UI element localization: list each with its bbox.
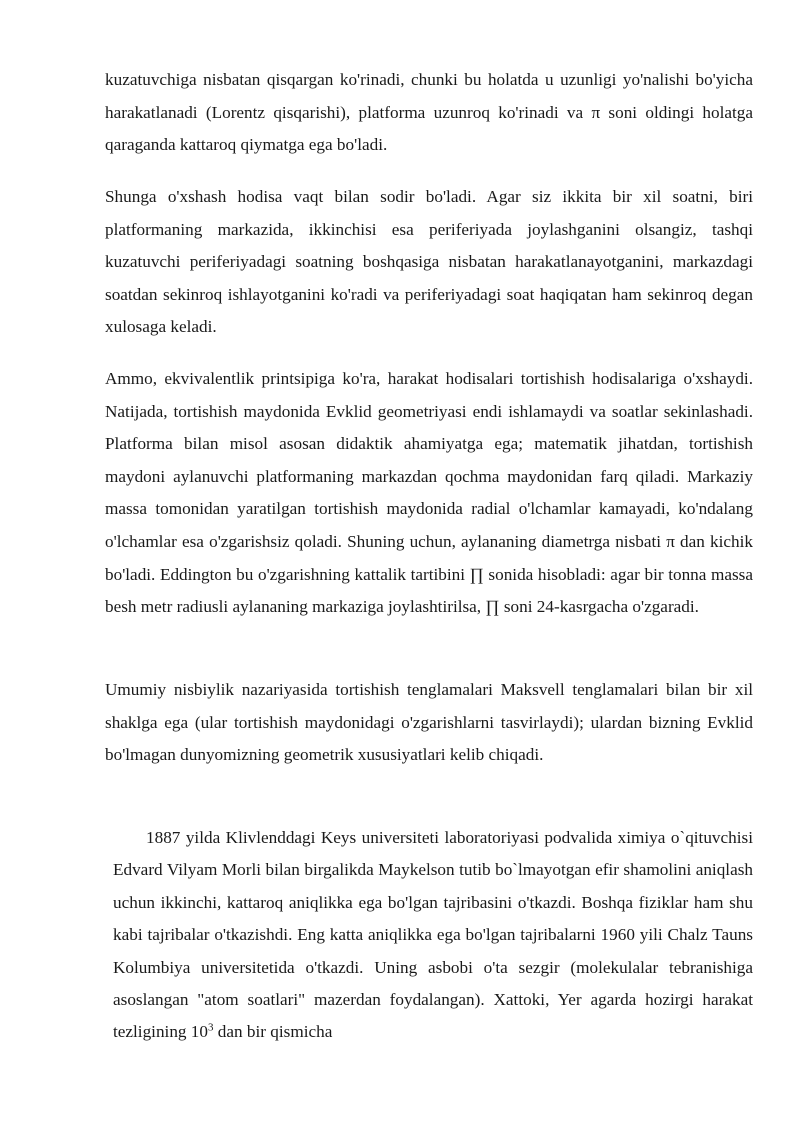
paragraph-michelson-morley — [113, 822, 753, 1049]
paragraph-equivalence-principle: Ammo, ekvivalentlik printsipiga ko'ra, harakat hodisalari tortishish hodisalariga o'xshaydi. Natijada, tortishish maydonida Evklid geometriyasi endi ishlamaydi va soatlar sekinlashadi. Platforma bilan misol asosan didaktik ahamiyatga ega; matematik jihatdan, tortishish maydoni aylanuvchi platformaning markazdan qochma maydonidan farq qiladi. Markaziy massa tomonidan yaratilgan tortishish maydonida radial o'lchamlar kamayadi, ko'ndalang o'lchamlar esa o'zgarishsiz qoladi. Shuning uchun, aylananing diametrga nisbati π dan kichik bo'ladi. Eddington bu o'zgarishning kattalik tartibini ∏ sonida hisobladi: agar bir tonna massa besh metr radiusli aylananing markaziga joylashtirilsa, ∏ soni 24-kasrgacha o'zgaradi. — [105, 369, 753, 617]
paragraph-lorentz-contraction: kuzatuvchiga nisbatan qisqargan ko'rinadi, chunki bu holatda u uzunligi yo'nalishi bo'yicha harakatlanadi (Lorentz qisqarishi), platforma uzunroq ko'rinadi va π soni oldingi holatga qaraganda kattaroq qiymatga ega bo'ladi. — [105, 70, 753, 155]
paragraph-text-main: 1887 yilda Klivlenddagi Keys universiteti laboratoriyasi podvalida ximiya o`qituvchisi Edvard Vilyam Morli bilan birgalikda Maykelson tutib bo`lmayotgan efir shamolini aniqlash uchun ikkinchi, kattaroq aniqlikka ega bo'lgan tajribasini o'tkazdi. Boshqa fiziklar ham shu kabi tajribalar o'tkazishdi. Eng katta aniqlikka ega bo'lgan tajribalarni 1960 yili Chalz Tauns Kolumbiya universitetida o'tkazdi. Uning asbobi o'ta sezgir (molekulalar tebranishiga asoslangan "atom soatlari" mazerdan foydalangan). Xattoki, Yer agarda hozirgi harakat tezligining 10 — [113, 828, 753, 1042]
superscript-exponent: 3 — [208, 1021, 214, 1034]
paragraph-general-relativity: Umumiy nisbiylik nazariyasida tortishish tenglamalari Maksvell tenglamalari bilan bir xil shaklga ega (ular tortishish maydonidagi o'zgarishlarni tasvirlaydi); ulardan bizning Evklid bo'lmagan dunyomizning geometrik xususiyatlari kelib chiqadi. — [105, 680, 753, 765]
paragraph-text-tail: dan bir qismicha — [213, 1022, 333, 1042]
paragraph-clock-time-dilation: Shunga o'xshash hodisa vaqt bilan sodir bo'ladi. Agar siz ikkita bir xil soatni, biri platformaning markazida, ikkinchisi esa periferiyada joylashganini olsangiz, tashqi kuzatuvchi periferiyadagi soatning boshqasiga nisbatan harakatlanayotganini, markazdagi soatdan sekinroq ishlayotganini ko'radi va periferiyadagi soat haqiqatan ham sekinroq degan xulosaga keladi. — [105, 187, 753, 337]
